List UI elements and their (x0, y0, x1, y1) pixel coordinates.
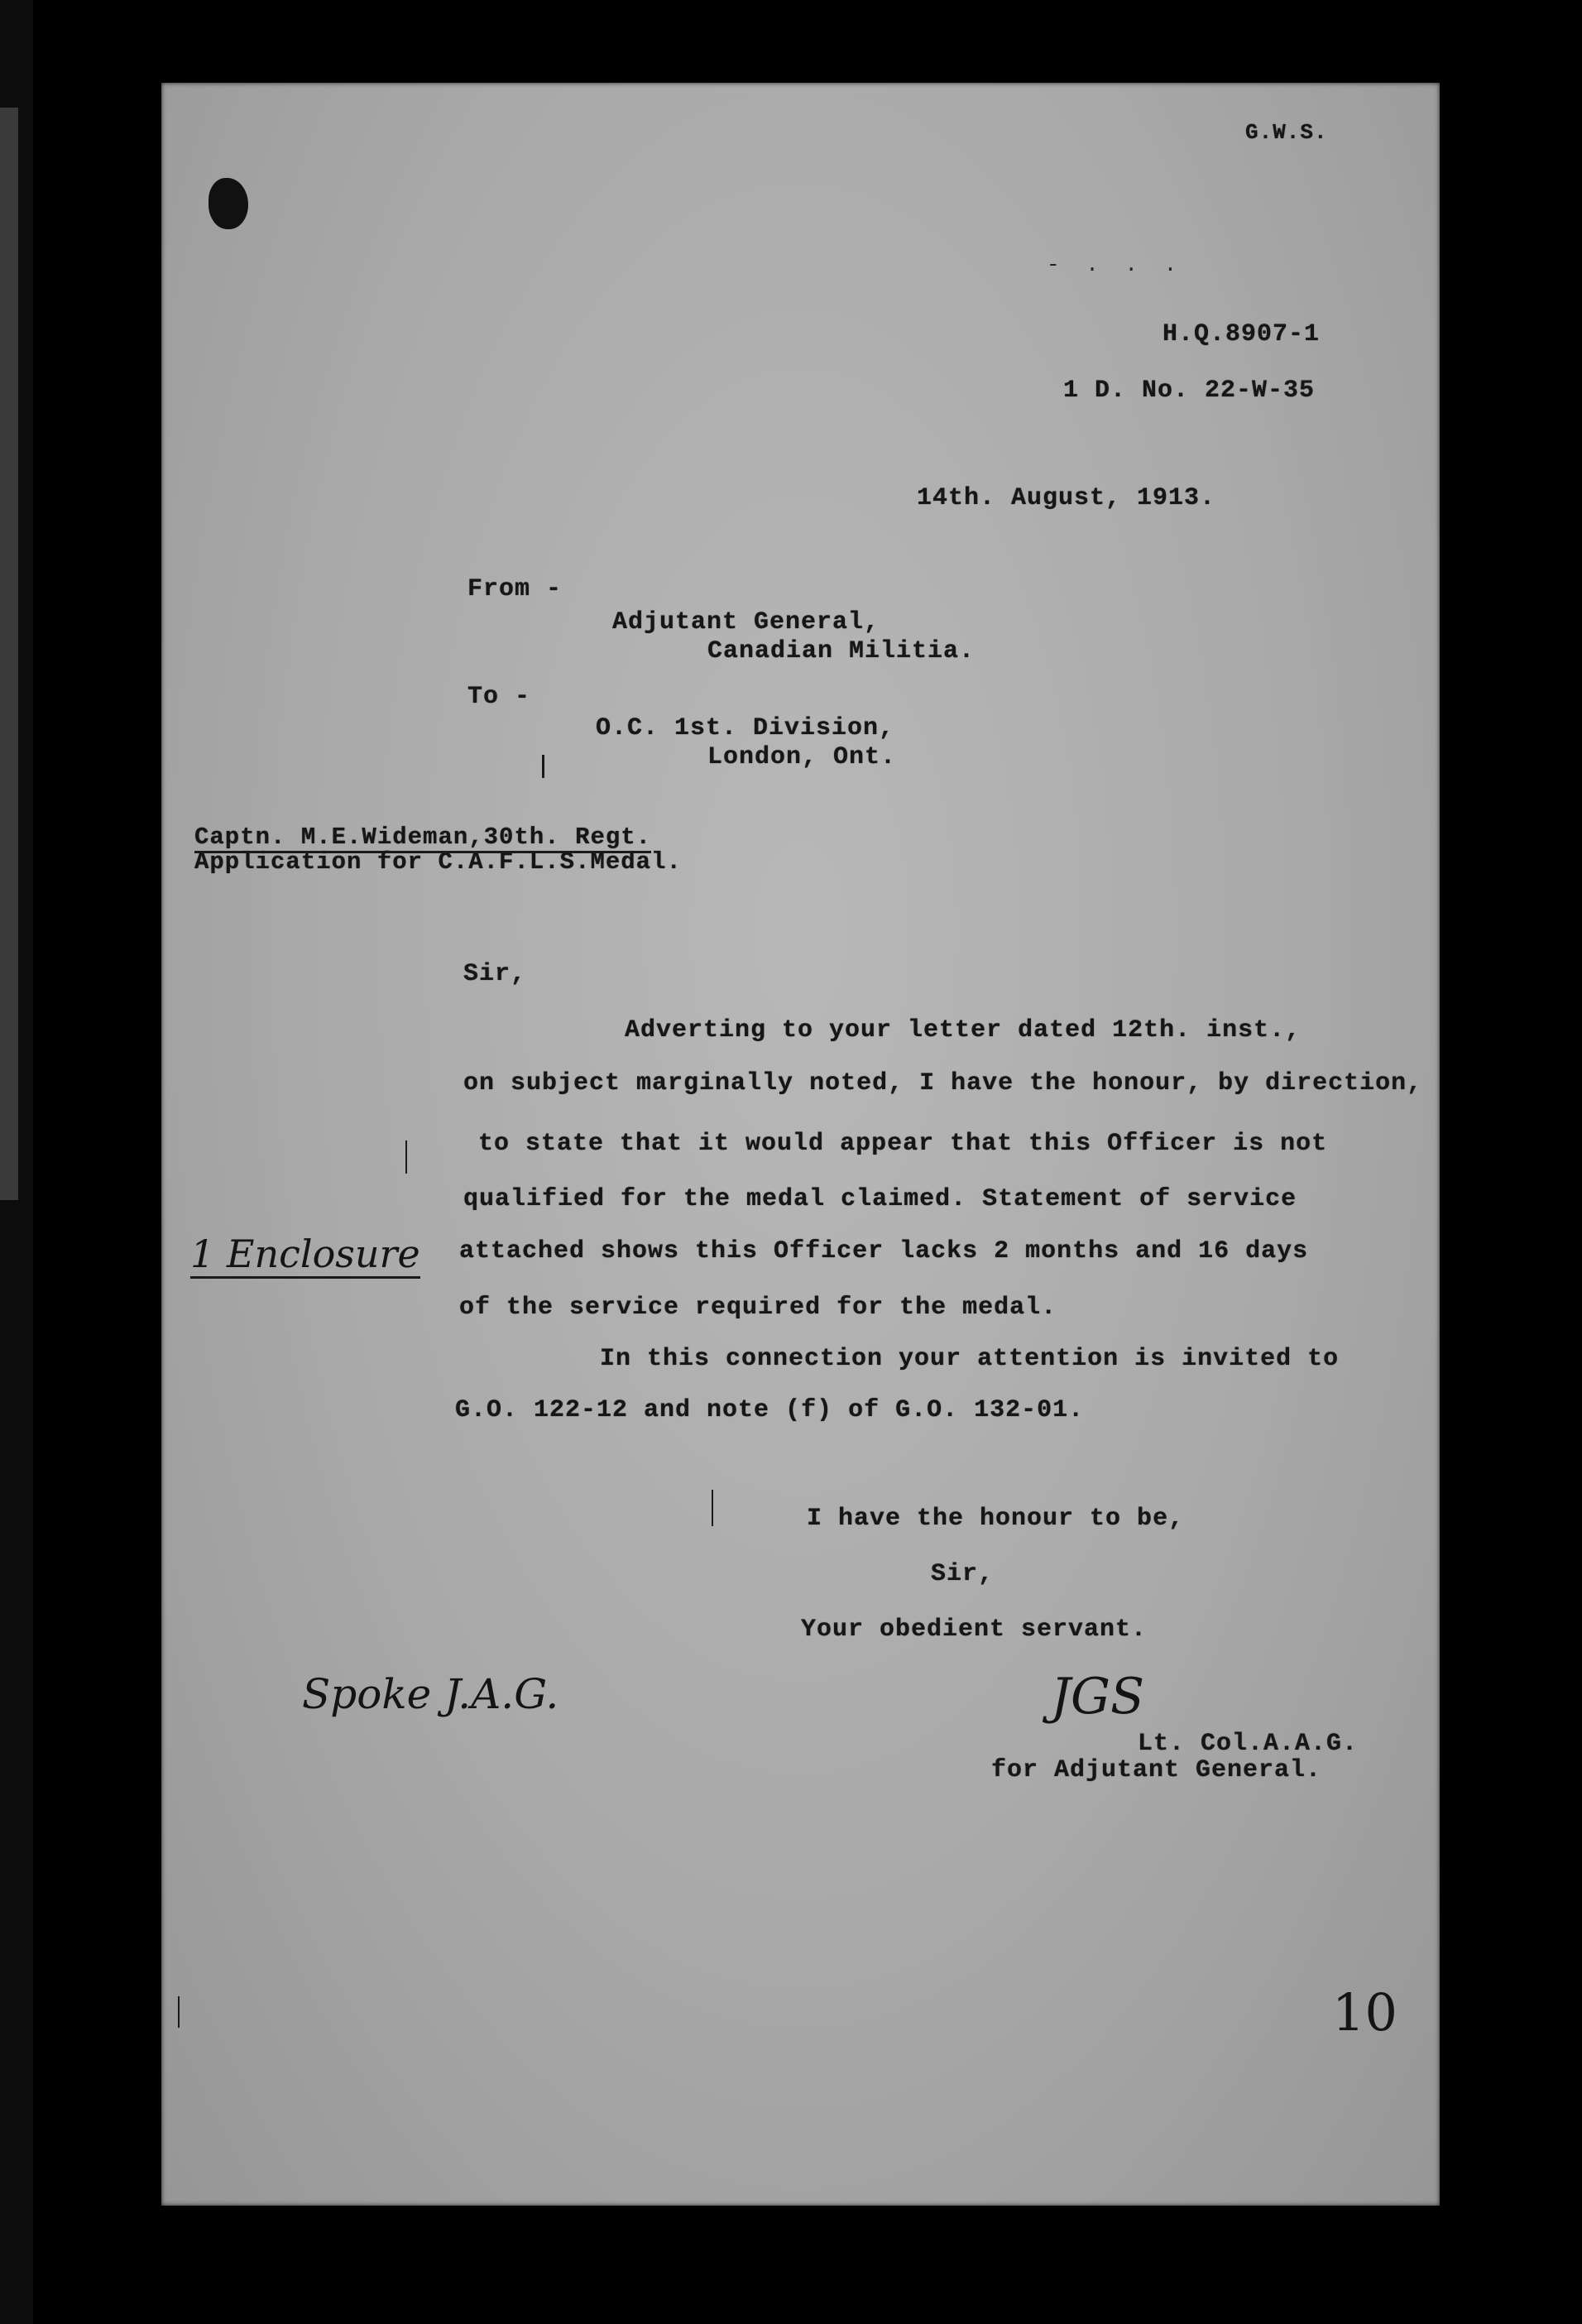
to-line-2: London, Ont. (707, 743, 897, 771)
letter-date: 14th. August, 1913. (917, 484, 1216, 512)
body-line-8: G.O. 122-12 and note (f) of G.O. 132-01. (455, 1396, 1085, 1424)
page-number: 10 (1332, 1982, 1397, 2043)
closing-line-2: Sir, (931, 1560, 995, 1588)
subject-line-1: Captn. M.E.Wideman,30th. Regt. (194, 823, 651, 853)
margin-tick-2 (542, 755, 544, 778)
body-line-7: In this connection your attention is invited to (600, 1345, 1340, 1373)
body-line-1: Adverting to your letter dated 12th. inst., (625, 1016, 1302, 1044)
bottom-tick (178, 1996, 180, 2028)
to-line-1: O.C. 1st. Division, (596, 714, 895, 742)
stray-marks: - . . . (1047, 252, 1184, 277)
enclosure-note: 1 Enclosure (190, 1232, 420, 1279)
file-reference: H.Q.8907-1 (1163, 320, 1321, 348)
salutation: Sir, (463, 960, 527, 988)
signature-initials: JGS (1051, 1668, 1145, 1726)
from-label: From - (467, 575, 563, 603)
to-label: To - (467, 683, 531, 711)
from-line-1: Adjutant General, (612, 608, 880, 636)
closing-line-3: Your obedient servant. (801, 1616, 1148, 1644)
closing-tick (712, 1490, 713, 1526)
body-line-6: of the service required for the medal. (459, 1294, 1057, 1322)
ink-blot (209, 178, 248, 229)
margin-tick (405, 1140, 407, 1174)
from-line-2: Canadian Militia. (707, 637, 976, 665)
district-reference: 1 D. No. 22-W-35 (1063, 377, 1316, 405)
body-line-4: qualified for the medal claimed. Statement of service (463, 1185, 1297, 1213)
body-line-3: to state that it would appear that this Officer is not (478, 1130, 1328, 1158)
header-initials: G.W.S. (1245, 120, 1328, 145)
signatory-for: for Adjutant General. (991, 1756, 1322, 1784)
body-line-2: on subject marginally noted, I have the honour, by direction, (463, 1069, 1423, 1097)
closing-line-1: I have the honour to be, (807, 1505, 1185, 1533)
spoke-note: Spoke J.A.G. (302, 1670, 559, 1718)
body-line-5: attached shows this Officer lacks 2 months and 16 days (459, 1237, 1309, 1265)
film-strip (0, 108, 18, 1200)
subject-line-2: Application for C.A.F.L.S.Medal. (194, 848, 682, 876)
signatory-title: Lt. Col.A.A.G. (1138, 1730, 1359, 1758)
